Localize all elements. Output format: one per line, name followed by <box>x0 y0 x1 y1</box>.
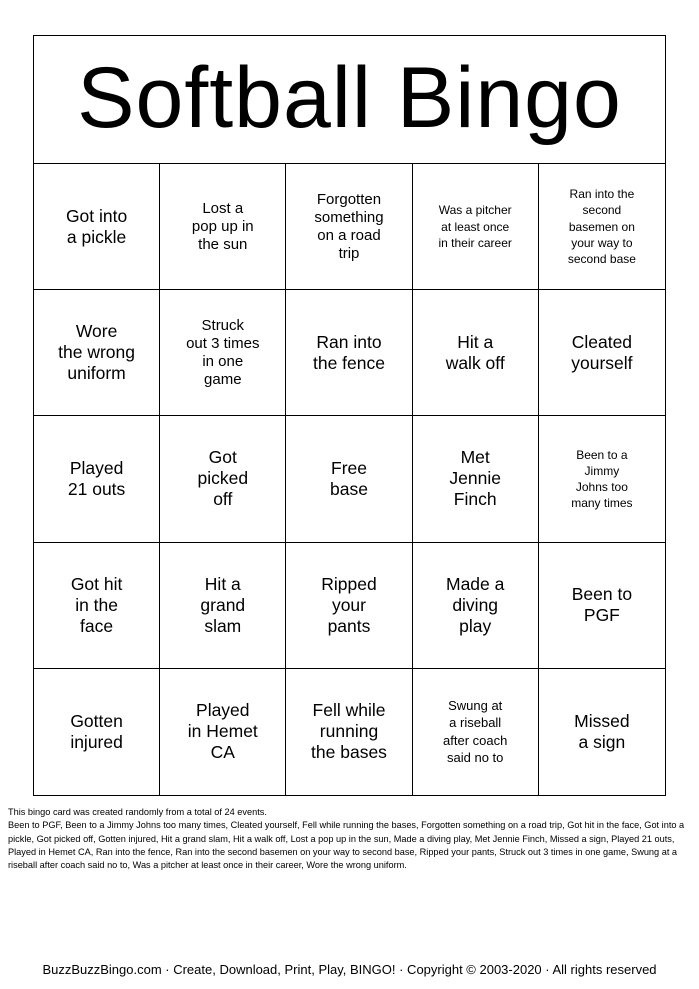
bingo-cell <box>539 669 665 795</box>
bingo-cell <box>539 164 665 290</box>
info-summary: This bingo card was created randomly from a total of 24 events. <box>8 807 267 817</box>
bingo-cell-text: Ran into the second basemen on your way to second base <box>567 187 636 266</box>
bingo-cell <box>413 416 539 542</box>
title-row <box>34 36 665 164</box>
bingo-cell <box>413 164 539 290</box>
info-section <box>8 806 688 873</box>
bingo-cell-text: Played in Hemet CA <box>187 700 258 763</box>
bingo-cell-text: Been to a Jimmy Johns too many times <box>571 447 633 511</box>
bingo-cell-text: Got hit in the face <box>70 573 123 636</box>
bingo-cell-text: Fell while running the bases <box>311 700 387 763</box>
bingo-cell-text: Struck out 3 times in one game <box>186 316 260 388</box>
bingo-cell <box>286 164 412 290</box>
bingo-grid <box>34 164 665 795</box>
bingo-cell <box>34 543 160 669</box>
bingo-cell <box>160 164 286 290</box>
event-list: Been to PGF, Been to a Jimmy Johns too many times, Cleated yourself, Fell while running the bases, Forgotten something on a road trip, Got hit in the face, Got into a pickle, Got picked off, Gotten injured, Hit a grand slam, Hit a walk off, Lost a pop up in the sun, Made a diving play, Met Jennie Finch, Missed a sign, Played 21 outs, Played in Hemet CA, Ran into the fence, Ran into the second basemen on your way to second base, Ripped your pants, Struck out 3 times in one game, Swung at a riseball after coach said no to, Was a pitcher at least once in their career, Wore the wrong uniform. <box>8 820 685 871</box>
bingo-cell <box>160 543 286 669</box>
bingo-cell-text: Made a diving play <box>446 573 505 636</box>
bingo-cell <box>286 290 412 416</box>
bingo-cell <box>413 669 539 795</box>
bingo-cell <box>413 543 539 669</box>
bingo-cell <box>34 164 160 290</box>
bingo-cell-text: Got picked off <box>197 447 249 510</box>
bingo-cell <box>413 290 539 416</box>
bingo-cell-text: Ripped your pants <box>321 573 377 636</box>
bingo-cell <box>34 290 160 416</box>
bingo-cell-text: Was a pitcher at least once in their career <box>438 203 512 250</box>
bingo-cell <box>160 290 286 416</box>
bingo-cell-text: Free base <box>330 457 368 499</box>
bingo-cell-text: Missed a sign <box>574 710 630 752</box>
bingo-cell-text: Wore the wrong uniform <box>58 321 136 384</box>
bingo-cell-text: Ran into the fence <box>312 331 385 373</box>
bingo-cell-text: Swung at a riseball after coach said no to <box>443 697 508 766</box>
bingo-cell-text: Hit a grand slam <box>200 573 246 636</box>
bingo-cell-text: Cleated yourself <box>571 331 633 373</box>
bingo-cell-text: Met Jennie Finch <box>449 447 501 510</box>
bingo-cell <box>286 416 412 542</box>
bingo-cell <box>286 543 412 669</box>
bingo-cell <box>539 416 665 542</box>
footer: BuzzBuzzBingo.com · Create, Download, Print, Play, BINGO! · Copyright © 2003-2020 · All rights reserved <box>42 962 657 977</box>
bingo-cell-text: Played 21 outs <box>67 457 126 499</box>
bingo-cell <box>34 416 160 542</box>
bingo-cell <box>160 416 286 542</box>
bingo-cell <box>286 669 412 795</box>
bingo-cell-text: Lost a pop up in the sun <box>191 199 254 253</box>
card-title: Softball Bingo <box>77 49 622 146</box>
bingo-cell-text: Been to PGF <box>571 584 633 626</box>
bingo-cell-text: Got into a pickle <box>65 205 128 247</box>
bingo-cell <box>539 290 665 416</box>
bingo-cell-text: Gotten injured <box>70 710 123 752</box>
bingo-cell-text: Forgotten something on a road trip <box>314 190 384 262</box>
bingo-cell <box>539 543 665 669</box>
bingo-cell-text: Hit a walk off <box>445 331 505 373</box>
bingo-cell <box>34 669 160 795</box>
bingo-cell <box>160 669 286 795</box>
bingo-card <box>33 35 666 796</box>
